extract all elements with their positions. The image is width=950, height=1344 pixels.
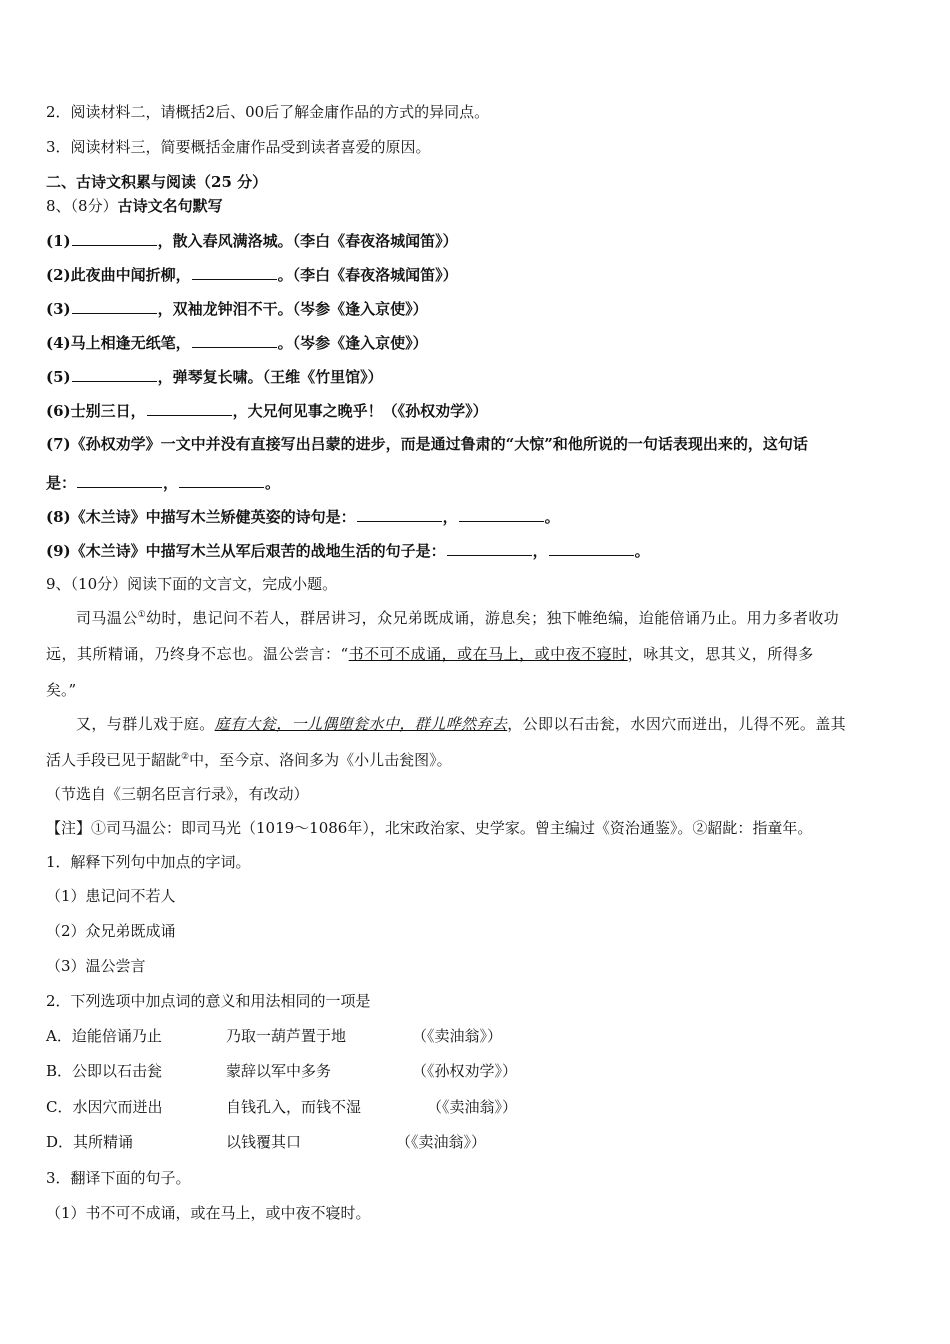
q8-item-7-line-1: (7)《孙权劝学》一文中并没有直接写出吕蒙的进步，而是通过鲁肃的“大惊”和他所说的一句话表现出来的，这句话 — [46, 435, 808, 453]
answer-blank[interactable] — [179, 472, 264, 488]
sub-question-2: 2．下列选项中加点词的意义和用法相同的一项是 — [46, 992, 371, 1010]
q8-number: 8、 — [46, 197, 71, 215]
q8-item-7-line-2: 是： ， 。 — [46, 474, 281, 492]
passage-p1-line-1: 司马温公①幼时，患记问不若人，群居讲习，众兄弟既成诵，游息矣；独下帷绝编，迨能倍诵乃止。用力多者收功 — [76, 609, 840, 627]
option-c-compare: 自钱孔入，而钱不湿 — [226, 1098, 362, 1116]
q9-header: 9、（10分）阅读下面的文言文，完成小题。 — [46, 575, 338, 593]
footnote-marker: ① — [137, 610, 147, 620]
q8-score: （8分） — [70, 197, 118, 215]
option-a-compare: 乃取一葫芦置于地 — [226, 1027, 347, 1045]
q8-item-5: (5) ，弹琴复长啸。（王维《竹里馆》） — [46, 368, 383, 386]
option-a-label: A．迨能倍诵乃止 — [46, 1027, 162, 1045]
q8-title: 古诗文名句默写 — [117, 197, 223, 215]
passage-source: （节选自《三朝名臣言行录》，有改动） — [46, 785, 309, 803]
q8-item-2: (2)此夜曲中闻折柳， 。（李白《春夜洛城闻笛》） — [46, 266, 458, 284]
sub-question-1-item-1: （1）患记问不若人 — [46, 887, 176, 905]
option-a-source: （《卖油翁》） — [412, 1027, 503, 1045]
option-c-source: （《卖油翁》） — [427, 1098, 518, 1116]
option-c-label: C．水因穴而迸出 — [46, 1098, 163, 1116]
passage-p2-line-2: 活人手段已见于龆龀②中，至今京、洛间多为《小儿击瓮图》。 — [46, 751, 452, 769]
question-3-line: 3．阅读材料三，简要概括金庸作品受到读者喜爱的原因。 — [46, 138, 431, 156]
answer-blank[interactable] — [459, 506, 544, 522]
q8-item-8: (8)《木兰诗》中描写木兰矫健英姿的诗句是： ， 。 — [46, 508, 560, 526]
option-d-source: （《卖油翁》） — [396, 1133, 487, 1151]
option-d-label: D．其所精诵 — [46, 1133, 134, 1151]
option-b-label: B．公即以石击瓮 — [46, 1062, 163, 1080]
q8-header — [46, 196, 223, 216]
passage-note: 【注】①司马温公：即司马光（1019～1086年），北宋政治家、史学家。曾主编过《资治通鉴》。②龆龀：指童年。 — [46, 819, 813, 837]
underlined-sentence: 书不可不成诵，或在马上，或中夜不寝时 — [348, 645, 628, 663]
passage-p1-line-3: 矣。” — [46, 681, 77, 699]
option-b-source: （《孙权劝学》） — [412, 1062, 518, 1080]
section-title: 二、古诗文积累与阅读（25 分） — [46, 173, 268, 191]
answer-blank[interactable] — [192, 332, 277, 348]
passage-p2-line-1: 又，与群儿戏于庭。庭有大瓮，一儿偶堕瓮水中，群儿哗然弃去，公即以石击瓮，水因穴而迸出，儿得不死。盖其 — [76, 715, 847, 733]
answer-blank[interactable] — [72, 366, 157, 382]
answer-blank[interactable] — [72, 230, 157, 246]
answer-blank[interactable] — [447, 540, 532, 556]
q8-item-9: (9)《木兰诗》中描写木兰从军后艰苦的战地生活的句子是： ， 。 — [46, 542, 650, 560]
answer-blank[interactable] — [192, 264, 277, 280]
q8-item-3: (3) ，双袖龙钟泪不干。（岑参《逢入京使》） — [46, 300, 428, 318]
sub-question-3-item-1: （1）书不可不成诵，或在马上，或中夜不寝时。 — [46, 1204, 371, 1222]
sub-question-3: 3．翻译下面的句子。 — [46, 1169, 191, 1187]
footnote-marker: ② — [181, 752, 190, 762]
sub-question-1: 1．解释下列句中加点的字词。 — [46, 853, 251, 871]
answer-blank[interactable] — [77, 472, 162, 488]
question-2-line: 2．阅读材料二，请概括2后、00后了解金庸作品的方式的异同点。 — [46, 103, 490, 121]
underlined-sentence: 庭有大瓮，一儿偶堕瓮水中，群儿哗然弃去 — [214, 715, 508, 733]
passage-p1-line-2: 远，其所精诵，乃终身不忘也。温公尝言：“书不可不成诵，或在马上，或中夜不寝时，咏其文，思其义，所得多 — [46, 645, 814, 663]
answer-blank[interactable] — [549, 540, 634, 556]
q8-item-6: (6)士别三日， ，大兄何见事之晚乎！（《孙权劝学》） — [46, 402, 488, 420]
q8-item-1: (1) ，散入春风满洛城。（李白《春夜洛城闻笛》） — [46, 232, 458, 250]
answer-blank[interactable] — [72, 298, 157, 314]
answer-blank[interactable] — [357, 506, 442, 522]
answer-blank[interactable] — [147, 400, 232, 416]
option-d-compare: 以钱覆其口 — [226, 1133, 302, 1151]
option-b-compare: 蒙辞以军中多务 — [226, 1062, 332, 1080]
sub-question-1-item-2: （2）众兄弟既成诵 — [46, 922, 176, 940]
q8-item-4: (4)马上相逢无纸笔， 。（岑参《逢入京使》） — [46, 334, 428, 352]
sub-question-1-item-3: （3）温公尝言 — [46, 957, 146, 975]
